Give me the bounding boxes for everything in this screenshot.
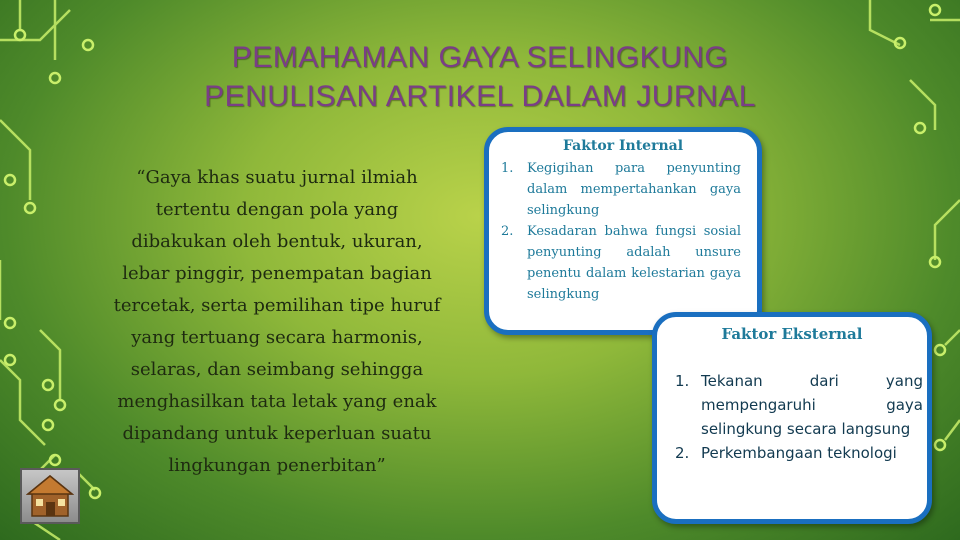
home-icon xyxy=(22,470,78,522)
list-item-number: 2. xyxy=(501,224,514,239)
external-factor-list xyxy=(675,369,923,465)
list-item-text: Kegigihan para penyunting dalam mempertahankan gaya selingkung xyxy=(527,161,741,218)
internal-factor-list xyxy=(501,158,741,305)
list-item-text: Kesadaran bahwa fungsi sosial penyunting adalah unsure penentu dalam kelestarian gaya selingkung xyxy=(527,224,741,302)
list-item-number: 2. xyxy=(675,444,690,462)
page-title-line-1: PEMAHAMAN GAYA SELINGKUNG xyxy=(231,41,729,74)
definition-quote: “Gaya khas suatu jurnal ilmiah tertentu dengan pola yang dibakukan oleh bentuk, ukuran, lebar pinggir, penempatan bagian tercetak, serta pemilihan tipe huruf yang tertuang secara harmonis, selaras, dan seimbang sehingga menghasilkan tata letak yang enak dipandang untuk keperluan suatu lingkungan penerbitan” xyxy=(113,167,441,476)
list-item xyxy=(675,369,923,441)
external-factor-box xyxy=(652,312,932,524)
list-item xyxy=(501,158,741,221)
internal-factor-box xyxy=(484,127,762,335)
page-title-line-2: PENULISAN ARTIKEL DALAM JURNAL xyxy=(204,80,756,113)
internal-factor-title: Faktor Internal xyxy=(562,138,684,154)
external-factor-title: Faktor Eksternal xyxy=(721,325,863,343)
home-button[interactable] xyxy=(20,468,80,524)
list-item-number: 1. xyxy=(501,161,514,176)
list-item-text: Tekanan dari yang mempengaruhi gaya selingkung secara langsung xyxy=(701,372,923,438)
list-item xyxy=(501,221,741,305)
list-item-number: 1. xyxy=(675,372,690,390)
list-item xyxy=(675,441,923,465)
list-item-text: Perkembangaan teknologi xyxy=(701,444,897,462)
